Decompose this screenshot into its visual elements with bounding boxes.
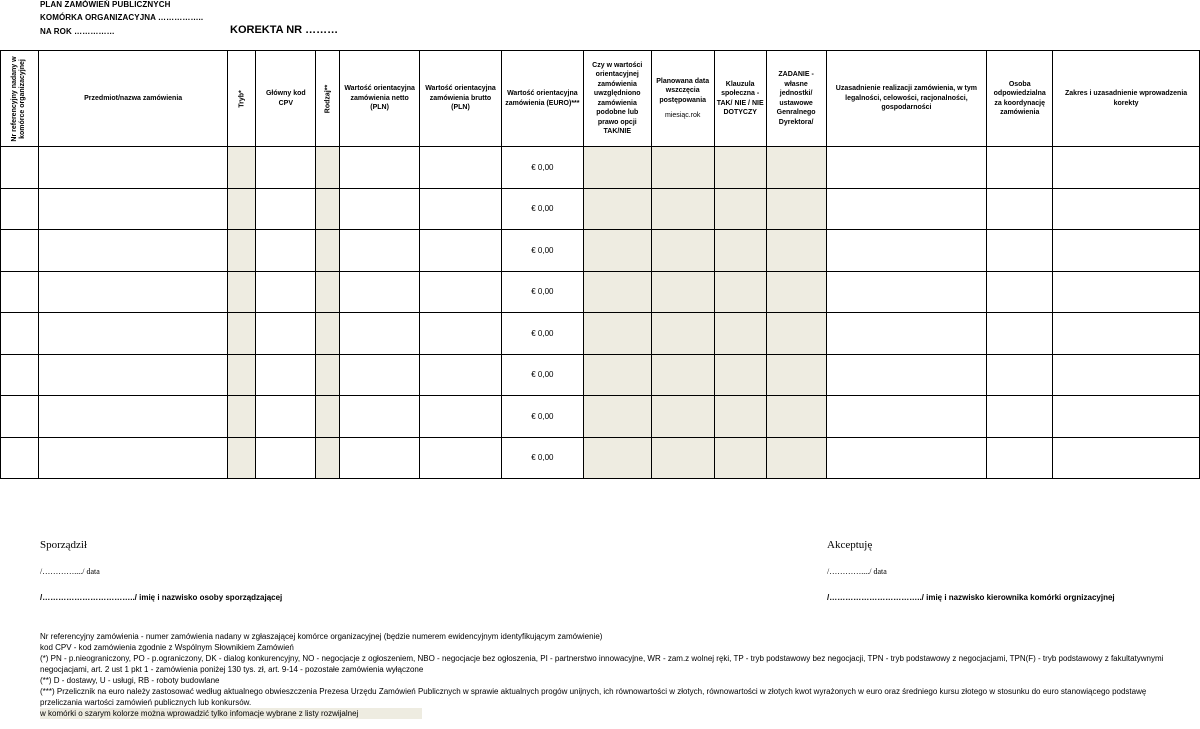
- table-cell[interactable]: [583, 147, 651, 189]
- table-row: [1, 147, 1200, 189]
- table-cell[interactable]: [316, 230, 340, 272]
- header-title: PLAN ZAMÓWIEŃ PUBLICZNYCH: [40, 0, 171, 9]
- table-cell[interactable]: [256, 354, 316, 396]
- table-cell[interactable]: [38, 188, 228, 230]
- euro-value-cell[interactable]: € 0,00: [501, 396, 583, 438]
- note-nr-ref: Nr referencyjny zamówienia - numer zamówienia nadany w zgłaszającej komórce organizacyjnej (będzie numerem ewidencyjnym identyfikującym zamówienie): [40, 632, 603, 641]
- table-cell[interactable]: [987, 147, 1053, 189]
- col-data: [651, 51, 714, 147]
- table-cell[interactable]: [651, 437, 714, 479]
- table-cell[interactable]: [256, 271, 316, 313]
- table-cell[interactable]: [766, 188, 826, 230]
- table-cell[interactable]: [826, 230, 987, 272]
- table-cell[interactable]: [340, 396, 420, 438]
- table-cell[interactable]: [316, 354, 340, 396]
- table-cell[interactable]: [1053, 271, 1200, 313]
- table-cell[interactable]: [714, 313, 766, 355]
- table-row: [1, 313, 1200, 355]
- table-cell[interactable]: [1053, 437, 1200, 479]
- col-rodzaj: Rodzaj**: [316, 51, 340, 147]
- table-cell[interactable]: [420, 396, 502, 438]
- table-cell[interactable]: [1053, 396, 1200, 438]
- col-brutto: Wartość orientacyjna zamówienia brutto (PLN): [420, 51, 502, 147]
- table-cell[interactable]: [340, 147, 420, 189]
- table-cell[interactable]: [651, 354, 714, 396]
- table-cell[interactable]: [766, 271, 826, 313]
- footnotes: [40, 631, 1190, 719]
- table-row: [1, 188, 1200, 230]
- table-cell[interactable]: [1, 313, 39, 355]
- table-cell[interactable]: [766, 437, 826, 479]
- table-row: [1, 230, 1200, 272]
- table-cell[interactable]: [420, 437, 502, 479]
- table-cell[interactable]: [1, 354, 39, 396]
- table-cell[interactable]: [316, 396, 340, 438]
- euro-value-cell[interactable]: € 0,00: [501, 313, 583, 355]
- table-cell[interactable]: [340, 313, 420, 355]
- table-cell[interactable]: [1, 230, 39, 272]
- col-klauzula: Klauzula społeczna - TAK/ NIE / NIE DOTYCZY: [714, 51, 766, 147]
- table-cell[interactable]: [714, 396, 766, 438]
- col-osoba: Osoba odpowiedzialna za koordynację zamówienia: [987, 51, 1053, 147]
- col-tryb: Tryb*: [228, 51, 256, 147]
- col-przedmiot: Przedmiot/nazwa zamówienia: [38, 51, 228, 147]
- col-data-label: Planowana data wszczęcia postępowania: [656, 77, 710, 104]
- table-cell[interactable]: [1, 396, 39, 438]
- table-cell[interactable]: [987, 230, 1053, 272]
- table-row: [1, 354, 1200, 396]
- euro-value-cell[interactable]: € 0,00: [501, 188, 583, 230]
- table-header-row: [1, 51, 1200, 147]
- table-cell[interactable]: [420, 271, 502, 313]
- table-cell[interactable]: [583, 354, 651, 396]
- table-cell[interactable]: [826, 147, 987, 189]
- note-gray-wrapper: [40, 708, 1190, 719]
- signature-right-name: /……………………………../ imię i nazwisko kierownika komórki orgnizacyjnej: [827, 593, 1115, 602]
- col-zadanie: ZADANIE - własne jednostki/ ustawowe Genralnego Dyrektora/: [766, 51, 826, 147]
- table-row: [1, 396, 1200, 438]
- table-cell[interactable]: [256, 188, 316, 230]
- signature-right-date: /…………..../ data: [827, 567, 887, 576]
- table-cell[interactable]: [583, 271, 651, 313]
- table-cell[interactable]: [651, 271, 714, 313]
- plan-table: [0, 50, 1200, 479]
- signature-left-name: /……………………………../ imię i nazwisko osoby sporządzającej: [40, 593, 283, 602]
- table-cell[interactable]: [714, 437, 766, 479]
- table-cell[interactable]: [316, 437, 340, 479]
- table-cell[interactable]: [651, 230, 714, 272]
- header-year: NA ROK ……………: [40, 27, 115, 36]
- table-cell[interactable]: [228, 271, 256, 313]
- table-cell[interactable]: [340, 354, 420, 396]
- table-row: [1, 271, 1200, 313]
- table-cell[interactable]: [1053, 230, 1200, 272]
- header-korekta: KOREKTA NR ………: [230, 24, 339, 36]
- table-cell[interactable]: [987, 188, 1053, 230]
- table-cell[interactable]: [228, 188, 256, 230]
- table-cell[interactable]: [583, 396, 651, 438]
- table-cell[interactable]: [987, 437, 1053, 479]
- table-cell[interactable]: [420, 313, 502, 355]
- table-cell[interactable]: [651, 396, 714, 438]
- table-row: [1, 437, 1200, 479]
- table-cell[interactable]: [987, 354, 1053, 396]
- table-cell[interactable]: [714, 188, 766, 230]
- col-opcja: Czy w wartości orientacyjnej zamówienia uwzględniono zamówienia podobne lub prawo opcji TAK/NIE: [583, 51, 651, 147]
- table-cell[interactable]: [38, 313, 228, 355]
- signature-right-title: Akceptuję: [827, 539, 873, 551]
- table-cell[interactable]: [228, 230, 256, 272]
- table-cell[interactable]: [714, 147, 766, 189]
- table-cell[interactable]: [340, 271, 420, 313]
- note-gray-cells: w komórki o szarym kolorze można wprowadzić tylko infomacje wybrane z listy rozwijalnej: [40, 708, 422, 719]
- table-cell[interactable]: [714, 354, 766, 396]
- table-cell[interactable]: [256, 147, 316, 189]
- table-cell[interactable]: [228, 396, 256, 438]
- table-cell[interactable]: [316, 188, 340, 230]
- table-cell[interactable]: [256, 437, 316, 479]
- table-cell[interactable]: [826, 396, 987, 438]
- table-cell[interactable]: [826, 313, 987, 355]
- table-cell[interactable]: [583, 230, 651, 272]
- table-cell[interactable]: [38, 147, 228, 189]
- table-cell[interactable]: [1, 437, 39, 479]
- table-cell[interactable]: [826, 437, 987, 479]
- table-cell[interactable]: [1053, 188, 1200, 230]
- euro-value-cell[interactable]: € 0,00: [501, 271, 583, 313]
- note-rodzaj: (**) D - dostawy, U - usługi, RB - roboty budowlane: [40, 676, 220, 685]
- table-cell[interactable]: [38, 396, 228, 438]
- table-cell[interactable]: [38, 354, 228, 396]
- table-cell[interactable]: [826, 271, 987, 313]
- table-cell[interactable]: [256, 396, 316, 438]
- col-euro: Wartość orientacyjna zamówienia (EURO)***: [501, 51, 583, 147]
- table-cell[interactable]: [826, 354, 987, 396]
- signature-left-date: /…………..../ data: [40, 567, 100, 576]
- table-cell[interactable]: [583, 313, 651, 355]
- col-cpv: Główny kod CPV: [256, 51, 316, 147]
- col-zakres: Zakres i uzasadnienie wprowadzenia korekty: [1053, 51, 1200, 147]
- euro-value-cell[interactable]: € 0,00: [501, 230, 583, 272]
- euro-value-cell[interactable]: € 0,00: [501, 354, 583, 396]
- table-cell[interactable]: [987, 396, 1053, 438]
- table-cell[interactable]: [826, 188, 987, 230]
- table-cell[interactable]: [228, 437, 256, 479]
- table-cell[interactable]: [766, 396, 826, 438]
- euro-value-cell[interactable]: € 0,00: [501, 437, 583, 479]
- table-cell[interactable]: [766, 230, 826, 272]
- table-cell[interactable]: [583, 188, 651, 230]
- table-cell[interactable]: [651, 313, 714, 355]
- table-cell[interactable]: [651, 147, 714, 189]
- table-cell[interactable]: [228, 354, 256, 396]
- table-cell[interactable]: [316, 147, 340, 189]
- euro-value-cell[interactable]: € 0,00: [501, 147, 583, 189]
- note-tryb: (*) PN - p.nieograniczony, PO - p.ograniczony, DK - dialog konkurencyjny, NO - negocjacje z ogłoszeniem, NBO - negocjacje bez ogłoszenia, PI - partnerstwo innowacyjne, WR - zam.z wolnej ręki, TP - tryb podstawowy bez negocjacji, TPN - tryb podstawowy z negocjacjami, TPN(F) - tryb podstawowy z fakultatywnymi negocjacjami, art. 2 ust 1 pkt 1 - zamówienia poniżej 130 tys. zł, art. 9-14 - pozostałe zamówienia wyłączone: [40, 654, 1164, 674]
- table-cell[interactable]: [1, 147, 39, 189]
- table-cell[interactable]: [340, 230, 420, 272]
- table-cell[interactable]: [714, 230, 766, 272]
- table-cell[interactable]: [256, 313, 316, 355]
- table-cell[interactable]: [420, 230, 502, 272]
- table-cell[interactable]: [987, 271, 1053, 313]
- col-uzasadnienie: Uzasadnienie realizacji zamówienia, w tym legalności, celowości, racjonalności, gospodarności: [826, 51, 987, 147]
- signature-left-title: Sporządził: [40, 539, 88, 551]
- table-cell[interactable]: [1053, 313, 1200, 355]
- table-cell[interactable]: [228, 147, 256, 189]
- table-cell[interactable]: [1053, 354, 1200, 396]
- col-netto: Wartość orientacyjna zamówienia netto (PLN): [340, 51, 420, 147]
- table-cell[interactable]: [420, 188, 502, 230]
- table-cell[interactable]: [316, 271, 340, 313]
- header-unit: KOMÓRKA ORGANIZACYJNA ……………..: [40, 13, 204, 22]
- table-cell[interactable]: [1, 188, 39, 230]
- table-cell[interactable]: [38, 271, 228, 313]
- table-cell[interactable]: [1053, 147, 1200, 189]
- table-cell[interactable]: [987, 313, 1053, 355]
- table-cell[interactable]: [256, 230, 316, 272]
- table-cell[interactable]: [38, 230, 228, 272]
- table-cell[interactable]: [340, 437, 420, 479]
- col-data-sub: miesiąc.rok: [665, 112, 701, 119]
- table-cell[interactable]: [651, 188, 714, 230]
- table-cell[interactable]: [766, 147, 826, 189]
- table-cell[interactable]: [766, 354, 826, 396]
- note-euro: (***) Przelicznik na euro należy zastosować według aktualnego obwieszczenia Prezesa Urzędu Zamówień Publicznych w sprawie aktualnych progów unijnych, ich równowartości w złotych, równowartości w złotych kwot wyrażonych w euro oraz średniego kursu złotego w stosunku do euro stanowiącego podstawę przeliczania wartości zamówień publicznych lub konkursów.: [40, 687, 1147, 707]
- table-cell[interactable]: [420, 147, 502, 189]
- table-cell[interactable]: [766, 313, 826, 355]
- table-cell[interactable]: [316, 313, 340, 355]
- table-cell[interactable]: [228, 313, 256, 355]
- table-cell[interactable]: [420, 354, 502, 396]
- table-cell[interactable]: [583, 437, 651, 479]
- table-cell[interactable]: [714, 271, 766, 313]
- table-cell[interactable]: [340, 188, 420, 230]
- note-cpv: kod CPV - kod zamówienia zgodnie z Wspólnym Słownikiem Zamówień: [40, 643, 294, 652]
- table-cell[interactable]: [38, 437, 228, 479]
- col-nr-ref: Nr referencyjny nadany w komórce organizacyjnej: [1, 51, 39, 147]
- table-cell[interactable]: [1, 271, 39, 313]
